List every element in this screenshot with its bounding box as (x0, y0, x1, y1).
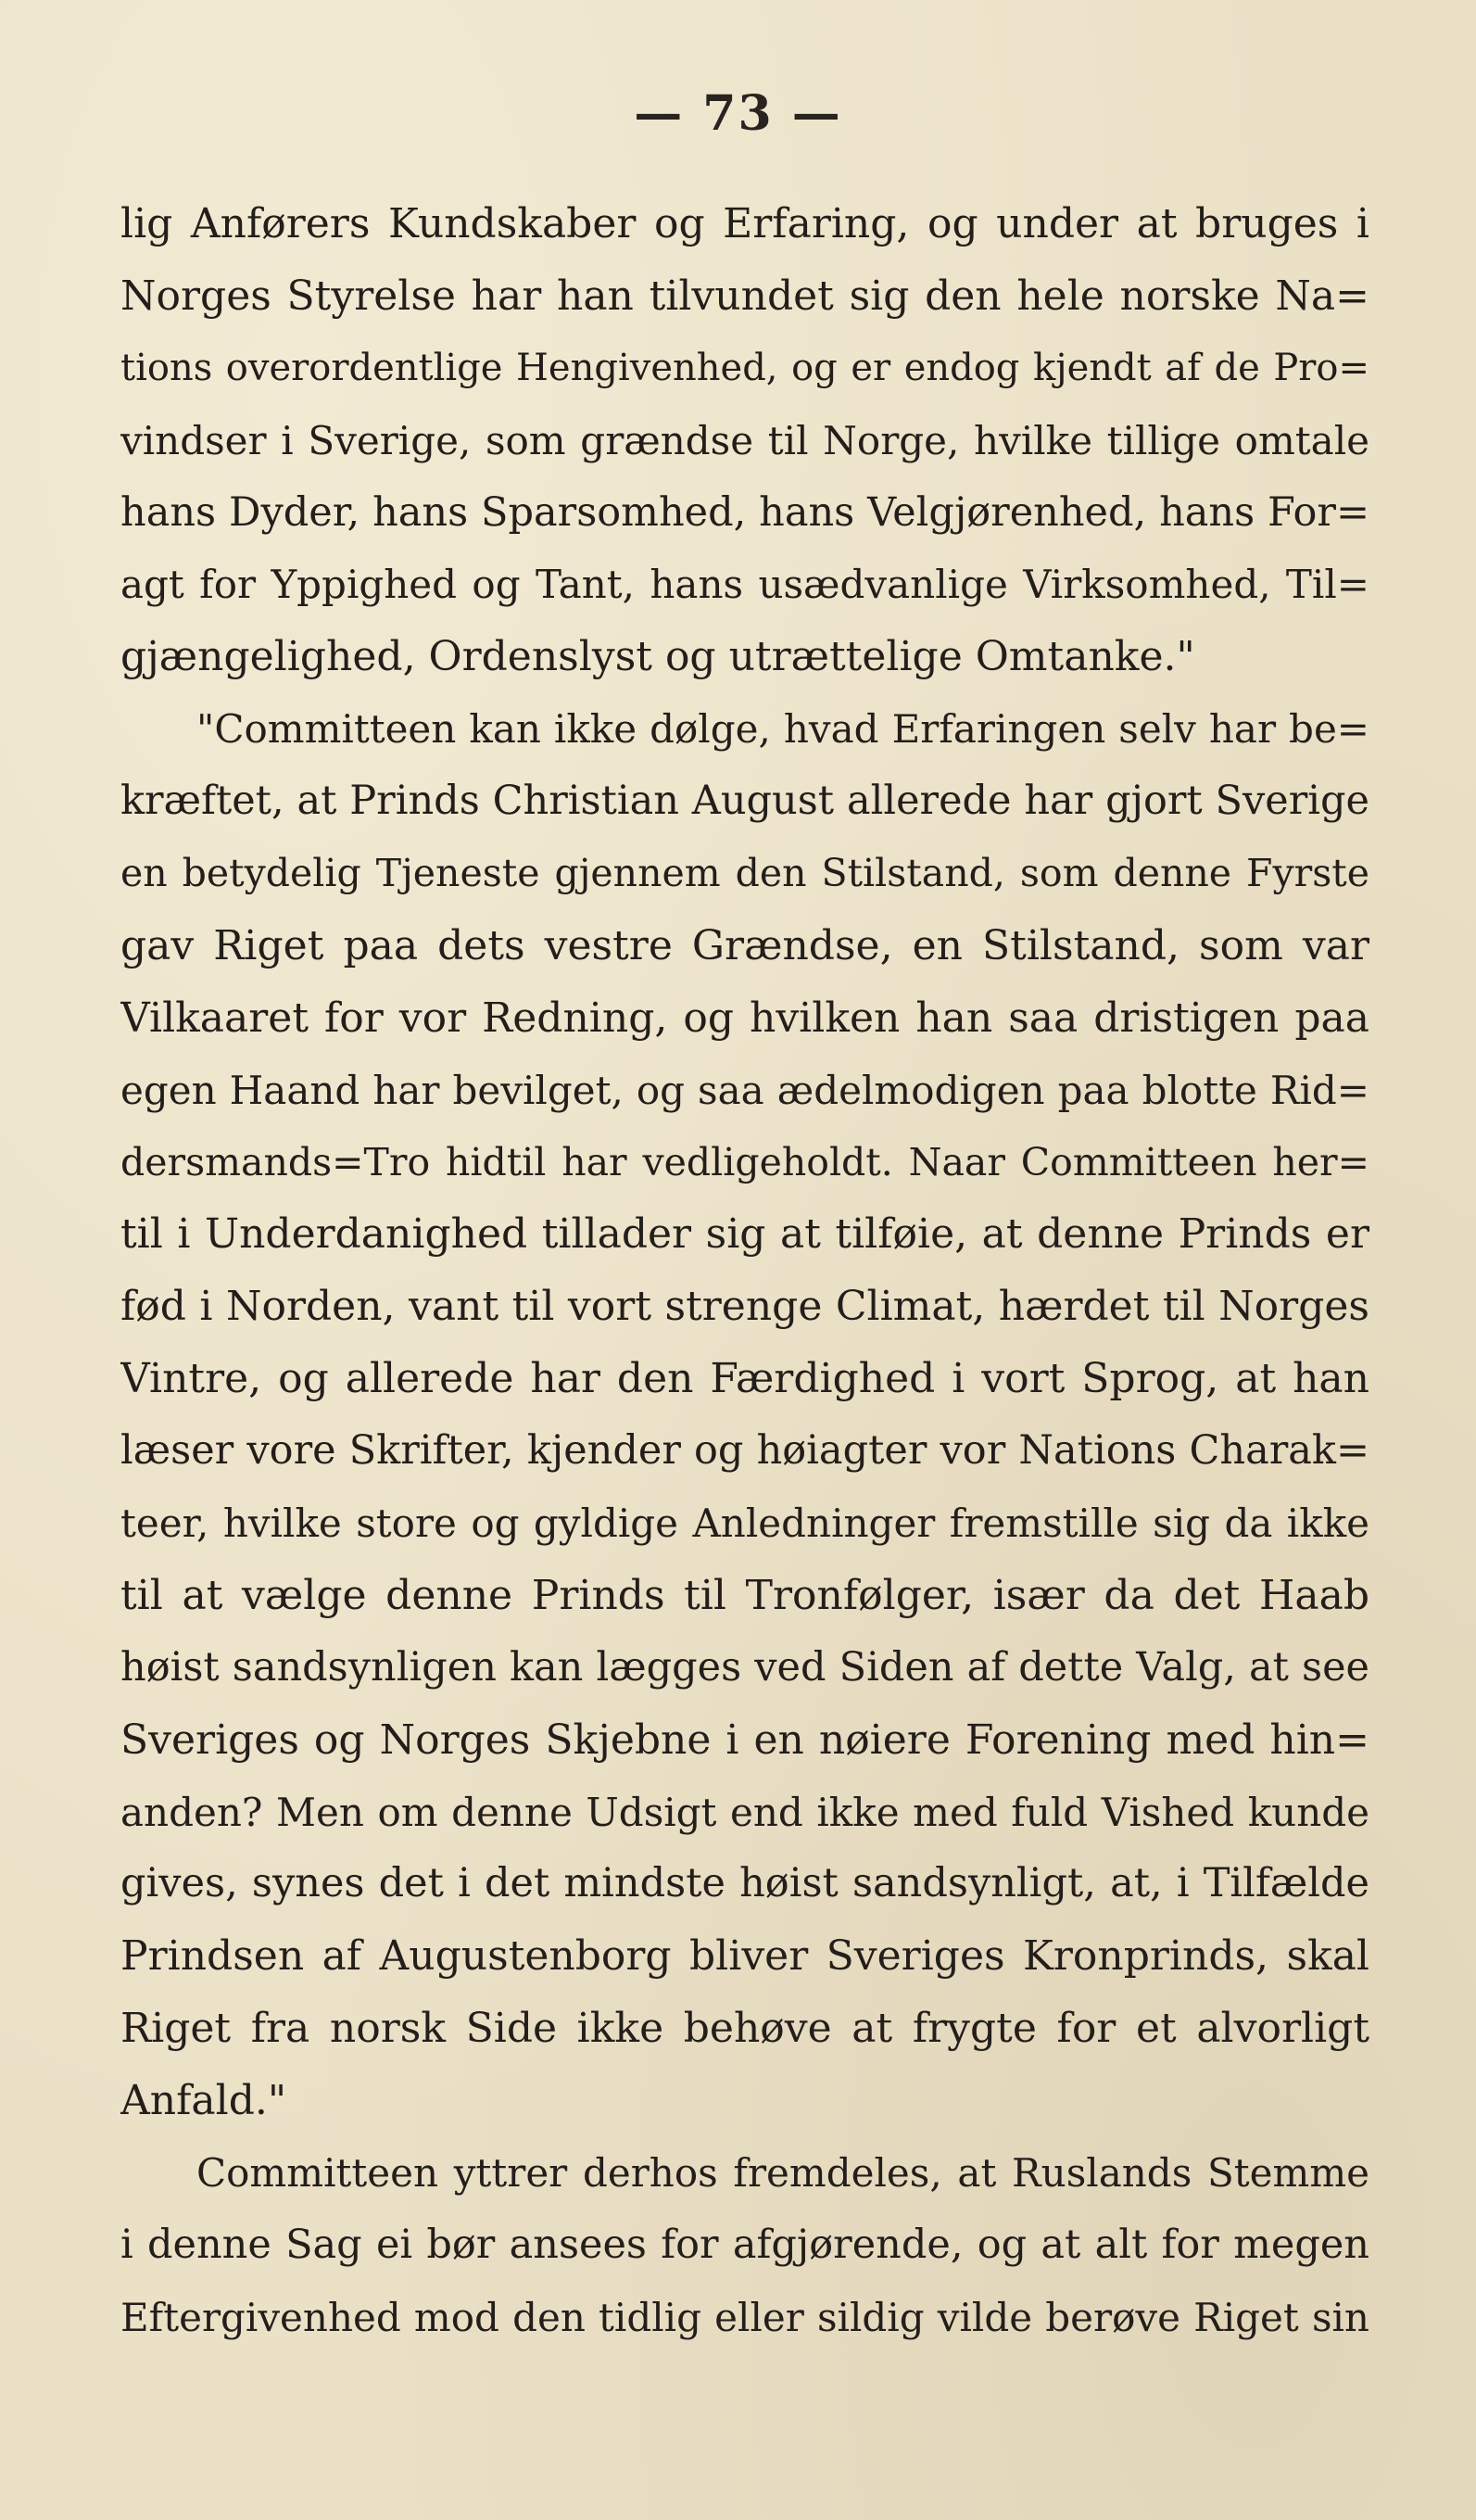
text-line: Sveriges og Norges Skjebne i en nøiere Forening med hin= (120, 1716, 1369, 1764)
page-number: — 73 — (634, 85, 842, 142)
text-line: hans Dyder, hans Sparsomhed, hans Velgjørenhed, hans For= (120, 488, 1369, 536)
text-line: Eftergivenhed mod den tidlig eller sildig vilde berøve Riget sin (120, 2294, 1369, 2340)
text-line: gav Riget paa dets vestre Grændse, en Stilstand, som var (120, 921, 1369, 969)
text-line: "Committeen kan ikke dølge, hvad Erfaringen selv har be= (196, 706, 1369, 753)
text-line: til i Underdanighed tillader sig at tilføie, at denne Prinds er (120, 1210, 1369, 1259)
text-line: gjængelighed, Ordenslyst og utrættelige Omtanke." (120, 633, 1195, 681)
text-line: teer, hvilke store og gyldige Anledninger fremstille sig da ikke (120, 1501, 1369, 1547)
text-line: Riget fra norsk Side ikke behøve at frygte for et alvorligt (120, 2005, 1369, 2053)
text-line: læser vore Skrifter, kjender og høiagter vor Nations Charak= (120, 1427, 1369, 1475)
text-line: kræftet, at Prinds Christian August allerede har gjort Sverige (120, 778, 1369, 825)
text-line: høist sandsynligen kan lægges ved Siden af dette Valg, at see (120, 1643, 1369, 1691)
text-line: vindser i Sverige, som grændse til Norge, hvilke tillige omtale (120, 417, 1369, 463)
text-line: anden? Men om denne Udsigt end ikke med fuld Vished kunde (120, 1789, 1369, 1835)
text-line: agt for Yppighed og Tant, hans usædvanlige Virksomhed, Til= (120, 562, 1369, 608)
text-line: Vilkaaret for vor Redning, og hvilken han saa dristigen paa (120, 994, 1369, 1042)
text-line: tions overordentlige Hengivenhed, og er endog kjendt af de Pro= (120, 346, 1369, 389)
text-line: Anfald." (120, 2077, 287, 2125)
text-line: Norges Styrelse har han tilvundet sig den hele norske Na= (120, 272, 1369, 320)
text-line: en betydelig Tjeneste gjennem den Stilstand, som denne Fyrste (120, 851, 1369, 896)
text-line: egen Haand har bevilget, og saa ædelmodigen paa blotte Rid= (120, 1067, 1369, 1113)
body-text (120, 188, 1369, 2354)
text-line: til at vælge denne Prinds til Tronfølger, især da det Haab (120, 1571, 1369, 1619)
text-line: gives, synes det i det mindste høist sandsynligt, at, i Tilfælde (120, 1860, 1369, 1907)
text-line: i denne Sag ei bør ansees for afgjørende, og at alt for megen (120, 2221, 1369, 2268)
text-line: Vintre, og allerede har den Færdighed i vort Sprog, at han (120, 1355, 1369, 1403)
text-line: Committeen yttrer derhos fremdeles, at Ruslands Stemme (196, 2150, 1369, 2197)
text-line: lig Anførers Kundskaber og Erfaring, og under at bruges i (120, 200, 1369, 247)
text-line: fød i Norden, vant til vort strenge Climat, hærdet til Norges (120, 1283, 1369, 1331)
text-line: dersmands=Tro hidtil har vedligeholdt. Naar Committeen her= (120, 1139, 1369, 1184)
text-line: Prindsen af Augustenborg bliver Sveriges Kronprinds, skal (120, 1932, 1369, 1981)
